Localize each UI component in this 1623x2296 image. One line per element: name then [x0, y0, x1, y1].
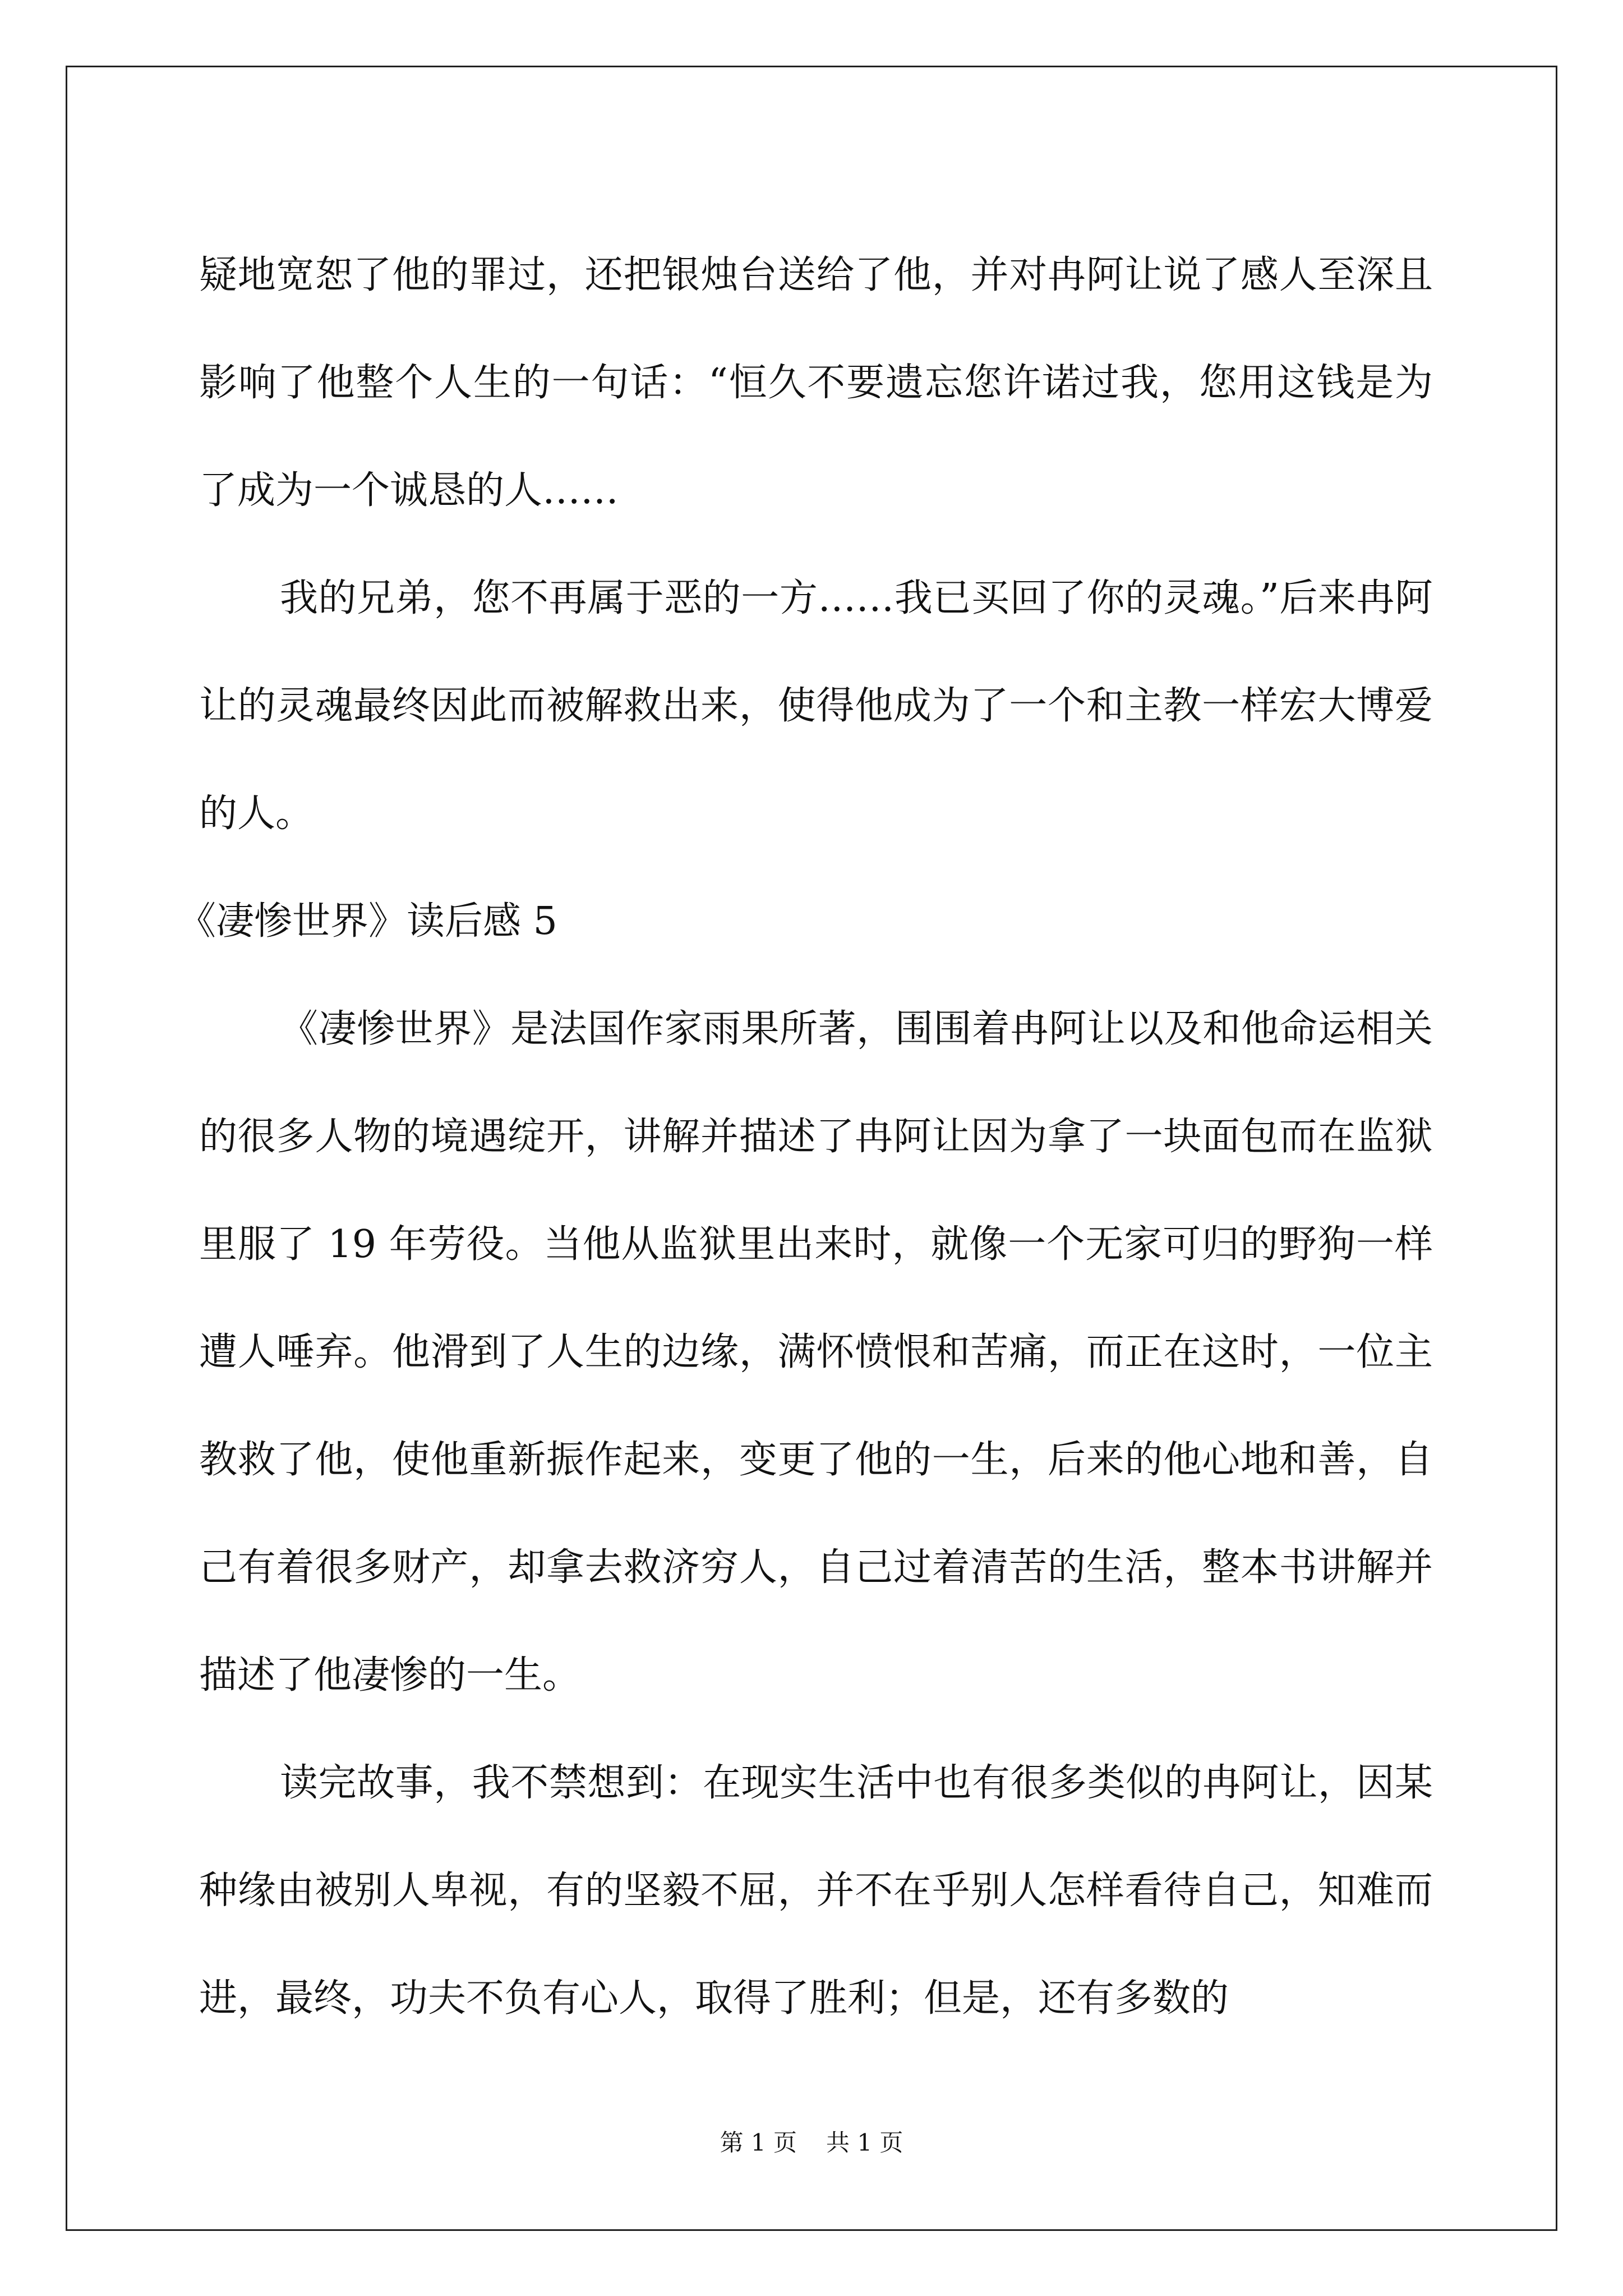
paragraph-2: 我的兄弟，您不再属于恶的一方……我已买回了你的灵魂。”后来冉阿让的灵魂最终因此而被解救出来，使得他成为了一个和主教一样宏大博爱的人。 [199, 576, 1433, 836]
section-heading: 《凄惨世界》读后感 5 [178, 899, 557, 944]
paragraph-3: 《凄惨世界》是法国作家雨果所著，围围着冉阿让以及和他命运相关的很多人物的境遇绽开，讲解并描述了冉阿让因为拿了一块面包而在监狱里服了 19 年劳役。当他从监狱里出来时，就像一个无家可归的野狗一样遭人唾弃。他滑到了人生的边缘，满怀愤恨和苦痛，而正在这时，一位主教救了他，使他重新振作起来，变更了他的一生，后来的他心地和善，自己有着很多财产，却拿去救济穷人，自己过着清苦的生活，整本书讲解并描述了他凄惨的一生。 [199, 1007, 1433, 1697]
page-footer [0, 2129, 1623, 2157]
paragraph-4: 读完故事，我不禁想到：在现实生活中也有很多类似的冉阿让，因某种缘由被别人卑视，有的坚毅不屈，并不在乎别人怎样看待自己，知难而进，最终，功夫不负有心人，取得了胜利；但是，还有多数的 [199, 1761, 1433, 2021]
page-total: 共 1 页 [826, 2129, 903, 2156]
paragraph-1: 疑地宽恕了他的罪过，还把银烛台送给了他，并对冉阿让说了感人至深且影响了他整个人生的一句话：“恒久不要遗忘您许诺过我，您用这钱是为了成为一个诚恳的人…… [199, 253, 1433, 513]
page-number: 第 1 页 [720, 2129, 797, 2156]
document-body [178, 222, 1433, 2053]
